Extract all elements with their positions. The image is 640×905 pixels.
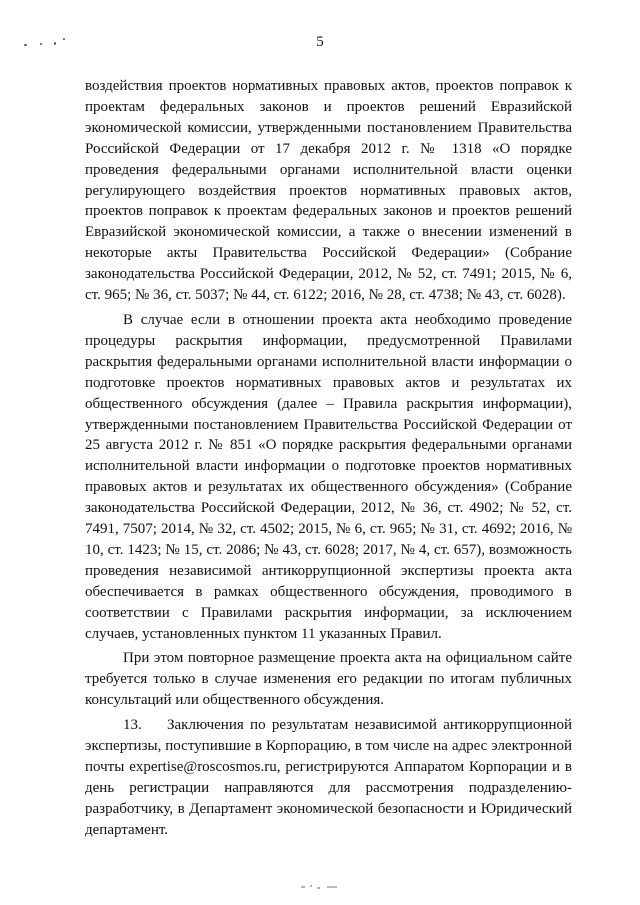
paragraph-disclosure-procedure: В случае если в отношении проекта акта необходимо проведение процедуры раскрытия информации, предусмотренной Правилами раскрытия федеральными органами исполнительной власти информации о подготовке проектов нормативных правовых актов и результатах их общественного обсуждения (далее – Правила раскрытия информации), утвержденными постановлением Правительства Российской Федерации от 25 августа 2012 г. № 851 «О порядке раскрытия федеральными органами исполнительной власти информации о подготовке проектов нормативных правовых актов и результатах их общественного обсуждения» (Собрание законодательства Российской Федерации, 2012, № 36, ст. 4902; № 52, ст. 7491, 7507; 2014, № 32, ст. 4502; 2015, № 6, ст. 965; № 31, ст. 4692; 2016, № 10, ст. 1423; № 15, ст. 2086; № 43, ст. 6028; 2017, № 4, ст. 657), возможность проведения независимой антикоррупционной экспертизы проекта акта обеспечивается в рамках общественного обсуждения, проводимого в соответствии с Правилами раскрытия информации, за исключением случаев, установленных пунктом 11 указанных Правил.	[85, 311, 572, 642]
page-number: 5	[316, 34, 324, 50]
document-body	[85, 76, 572, 845]
paragraph-continuation: воздействия проектов нормативных правовых актов, проектов поправок к проектам федеральных законов и проектов решений Евразийской экономической комиссии, утвержденными постановлением Правительства Российской Федерации от 17 декабря 2012 г. № 1318 «О порядке проведения федеральными органами исполнительной власти оценки регулирующего воздействия проектов нормативных правовых актов, проектов поправок к проектам федеральных законов и проектов решений Евразийской экономической комиссии, а также о внесении изменений в некоторые акты Правительства Российской Федерации» (Собрание законодательства Российской Федерации, 2012, № 52, ст. 7491; 2015, № 6, ст. 965; № 36, ст. 5037; № 44, ст. 6122; 2016, № 28, ст. 4738; № 43, ст. 6028).	[85, 78, 572, 304]
paragraph-item-13: 13. Заключения по результатам независимой антикоррупционной экспертизы, поступившие в Корпорацию, в том числе на адрес электронной почты expertise@roscosmos.ru, регистрируются Аппаратом Корпорации и в день регистрации направляются для рассмотрения подразделению-разработчику, в Департамент экономической безопасности и Юридический департамент.	[85, 717, 572, 838]
scan-artifact-marks	[22, 38, 82, 52]
scan-artifact-bottom	[301, 884, 337, 890]
paragraph-repeat-placement: При этом повторное размещение проекта акта на официальном сайте требуется только в случае изменения его редакции по итогам публичных консультаций или общественного обсуждения.	[85, 650, 572, 709]
